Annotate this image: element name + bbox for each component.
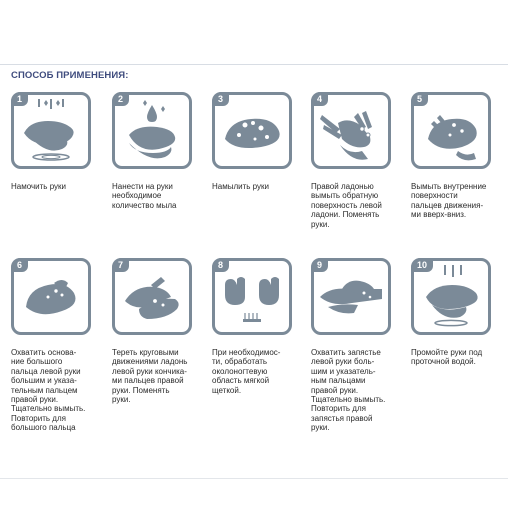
bottom-divider bbox=[0, 478, 508, 479]
step-caption-4: Правой ладонью вымыть обратную поверхность левой ладони. Поменять руки. bbox=[311, 182, 382, 229]
soap-drop-on-hand-icon bbox=[115, 95, 189, 166]
step-card-3 bbox=[212, 92, 292, 169]
top-divider bbox=[0, 64, 508, 65]
step-number: 2 bbox=[112, 92, 129, 106]
step-number: 5 bbox=[411, 92, 428, 106]
step-card-1 bbox=[11, 92, 91, 169]
step-caption-10: Промойте руки под проточной водой. bbox=[411, 348, 483, 367]
step-card-8 bbox=[212, 258, 292, 335]
step-card-6 bbox=[11, 258, 91, 335]
step-card-10 bbox=[411, 258, 491, 335]
hands-under-water-icon bbox=[14, 95, 88, 166]
step-caption-7: Тереть круговыми движениями ладонь левой руки кончика- ми пальцев правой руки. Поменять руки. bbox=[112, 348, 188, 405]
lathered-hands-icon bbox=[215, 95, 289, 166]
palm-over-back-of-hand-icon bbox=[314, 95, 388, 166]
step-caption-8: При необходимос- ти, обработать околоногтевую область мягкой щеткой. bbox=[212, 348, 281, 395]
step-caption-5: Вымыть внутренние поверхности пальцев движения- ми вверх-вниз. bbox=[411, 182, 487, 220]
wrist-wash-icon bbox=[314, 261, 388, 332]
step-caption-2: Нанести на руки необходимое количество мыла bbox=[112, 182, 177, 210]
step-caption-1: Намочить руки bbox=[11, 182, 67, 191]
step-number: 1 bbox=[11, 92, 28, 106]
step-number: 8 bbox=[212, 258, 229, 272]
step-number: 7 bbox=[112, 258, 129, 272]
step-card-9 bbox=[311, 258, 391, 335]
step-caption-6: Охватить основа- ние большого пальца левой руки большим и указа- тельным пальцем правой руки. Тщательно вымыть. Повторить для большого пальца bbox=[11, 348, 86, 433]
step-card-7 bbox=[112, 258, 192, 335]
step-card-5 bbox=[411, 92, 491, 169]
page-heading: СПОСОБ ПРИМЕНЕНИЯ: bbox=[11, 70, 129, 81]
step-card-2 bbox=[112, 92, 192, 169]
step-caption-3: Намылить руки bbox=[212, 182, 269, 191]
interlaced-fingers-icon bbox=[414, 95, 488, 166]
rinse-hands-icon bbox=[414, 261, 488, 332]
step-number: 6 bbox=[11, 258, 28, 272]
step-number: 10 bbox=[411, 258, 433, 272]
fingertips-rub-palm-icon bbox=[115, 261, 189, 332]
thumb-wash-icon bbox=[14, 261, 88, 332]
step-number: 4 bbox=[311, 92, 328, 106]
step-caption-9: Охватить запястье левой руки боль- шим и указатель- ным пальцами правой руки. Тщательно вымыть. Повторить для запястья правой руки. bbox=[311, 348, 386, 433]
nail-brush-icon bbox=[215, 261, 289, 332]
step-card-4 bbox=[311, 92, 391, 169]
step-number: 3 bbox=[212, 92, 229, 106]
step-number: 9 bbox=[311, 258, 328, 272]
